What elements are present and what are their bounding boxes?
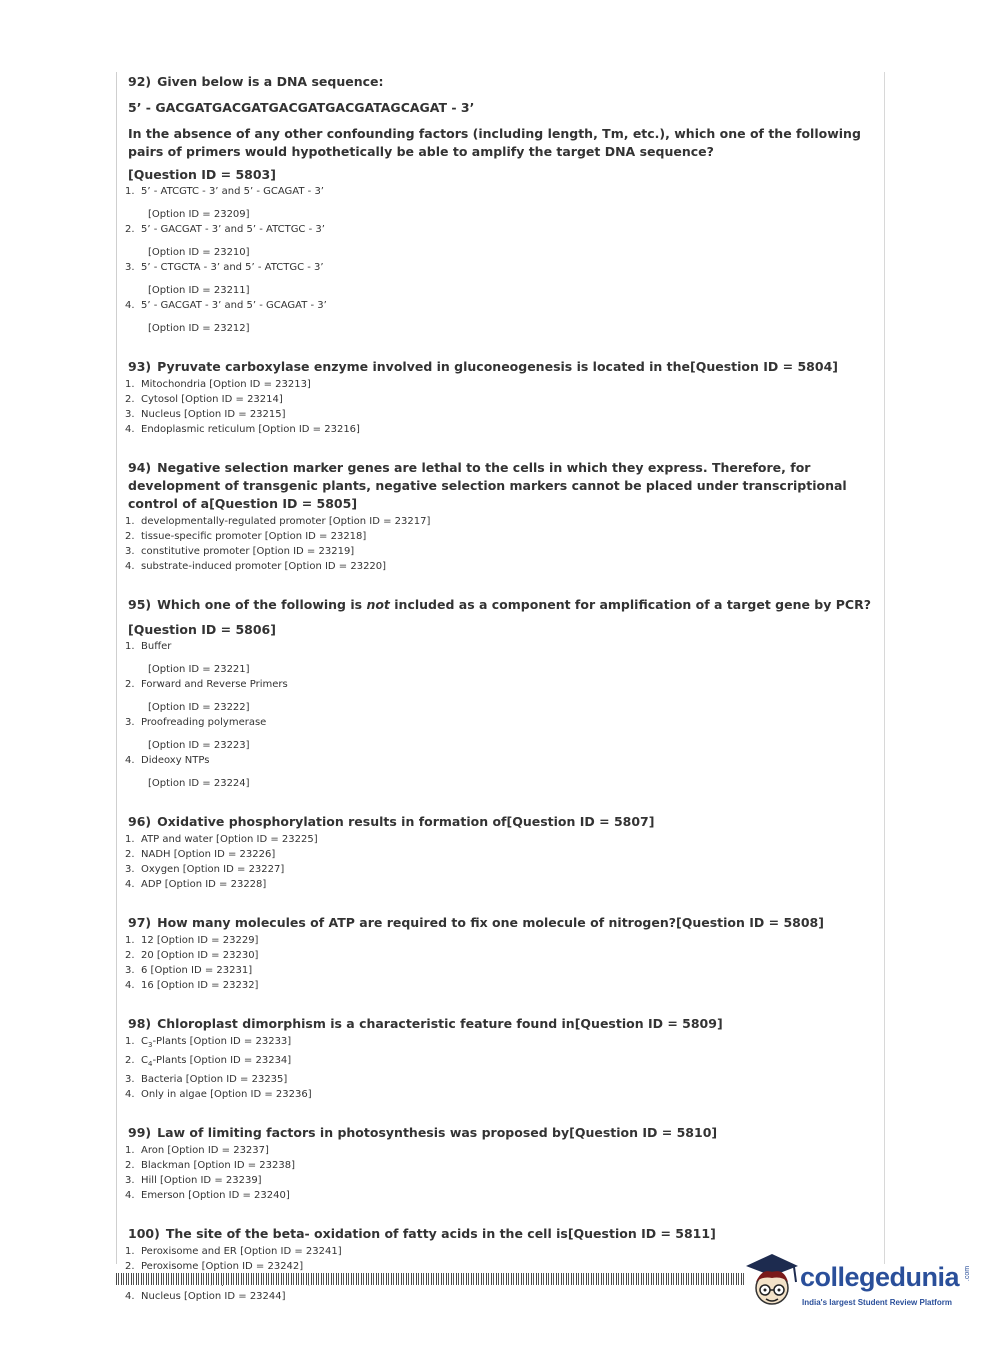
option-item: 1. ATP and water [Option ID = 23225] xyxy=(125,834,318,845)
option-id: [Option ID = 23211] xyxy=(148,285,250,296)
question-text: Law of limiting factors in photosynthesis was proposed by[Question ID = 5810] xyxy=(157,1125,718,1140)
question-97 xyxy=(118,914,878,993)
option-item: 1. Aron [Option ID = 23237] xyxy=(125,1145,269,1156)
option-item: 3. Proofreading polymerase [Option ID = 23223] xyxy=(125,715,878,753)
dna-sequence: 5’ - GACGATGACGATGACGATGACGATAGCAGAT - 3’ xyxy=(128,100,475,115)
brand-tagline: India's largest Student Review Platform xyxy=(802,1298,952,1307)
collegedunia-logo[interactable] xyxy=(742,1248,972,1318)
question-number: 99) xyxy=(128,1125,152,1140)
option-item: 3. Bacteria [Option ID = 23235] xyxy=(125,1074,288,1085)
option-item: 1. 5’ - ATCGTC - 3’ and 5’ - GCAGAT - 3’ [Option ID = 23209] xyxy=(125,184,878,222)
question-number: 92) xyxy=(128,74,152,89)
option-item: 2. Peroxisome [Option ID = 23242] xyxy=(125,1261,304,1272)
question-text: The site of the beta- oxidation of fatty acids in the cell is[Question ID = 5811] xyxy=(165,1226,716,1241)
options-list xyxy=(118,184,878,336)
option-item: 4. 16 [Option ID = 23232] xyxy=(125,980,259,991)
option-item: 3. Nucleus [Option ID = 23215] xyxy=(125,409,286,420)
option-item: 2. Blackman [Option ID = 23238] xyxy=(125,1160,295,1171)
question-paper xyxy=(118,70,878,1304)
options-list xyxy=(118,639,878,791)
option-item: 3. Oxygen [Option ID = 23227] xyxy=(125,864,285,875)
option-item: 2. 20 [Option ID = 23230] xyxy=(125,950,259,961)
question-number: 100) xyxy=(128,1226,160,1241)
option-item: 4. Endoplasmic reticulum [Option ID = 23216] xyxy=(125,424,360,435)
brand-domain: .com xyxy=(964,1265,972,1282)
question-id: [Question ID = 5803] xyxy=(128,167,276,182)
question-text: Negative selection marker genes are lethal to the cells in which they express. Therefore, for development of transgenic plants, negative selection markers cannot be placed under transcriptional control of a[Question ID = 5805] xyxy=(128,460,847,511)
option-id: [Option ID = 23223] xyxy=(148,740,250,751)
question-text: How many molecules of ATP are required to fix one molecule of nitrogen?[Question ID = 5808] xyxy=(157,915,824,930)
left-margin-rule xyxy=(116,72,117,1264)
option-id: [Option ID = 23222] xyxy=(148,702,250,713)
footer-barcode xyxy=(116,1273,746,1285)
option-item: 1. Buffer [Option ID = 23221] xyxy=(125,639,878,677)
option-item: 4. 5’ - GACGAT - 3’ and 5’ - GCAGAT - 3’ [Option ID = 23212] xyxy=(125,298,878,336)
options-list xyxy=(118,514,878,574)
option-item: 2. tissue-specific promoter [Option ID = 23218] xyxy=(125,531,367,542)
option-item: 4. Emerson [Option ID = 23240] xyxy=(125,1190,290,1201)
mascot-icon xyxy=(742,1248,802,1318)
option-item: 3. constitutive promoter [Option ID = 23219] xyxy=(125,546,355,557)
option-id: [Option ID = 23212] xyxy=(148,323,250,334)
option-id: [Option ID = 23209] xyxy=(148,209,250,220)
question-94 xyxy=(118,459,878,574)
question-number: 93) xyxy=(128,359,152,374)
options-list xyxy=(118,832,878,892)
question-number: 94) xyxy=(128,460,152,475)
option-item: 1. Peroxisome and ER [Option ID = 23241] xyxy=(125,1246,342,1257)
option-item: 3. 5’ - CTGCTA - 3’ and 5’ - ATCTGC - 3’ [Option ID = 23211] xyxy=(125,260,878,298)
question-number: 98) xyxy=(128,1016,152,1031)
question-96 xyxy=(118,813,878,892)
option-item: 4. substrate-induced promoter [Option ID = 23220] xyxy=(125,561,387,572)
question-93 xyxy=(118,358,878,437)
question-99 xyxy=(118,1124,878,1203)
question-text: Given below is a DNA sequence: xyxy=(157,74,384,89)
question-98 xyxy=(118,1015,878,1102)
question-text: Oxidative phosphorylation results in formation of[Question ID = 5807] xyxy=(157,814,655,829)
question-92 xyxy=(118,73,878,336)
question-prompt: In the absence of any other confounding factors (including length, Tm, etc.), which one of the following pairs of primers would hypothetically be able to amplify the target DNA sequence? xyxy=(128,126,861,159)
option-item: 2. Forward and Reverse Primers [Option ID = 23222] xyxy=(125,677,878,715)
question-95: 95) Which one of the following is not included as a component for amplification of a target gene by PCR? [Question ID = 5806] 1. Buffer [Option ID = 23221] 2. Forward and Reverse Primers [Option ID = 23222] 3. Proofreading polymerase [Option ID = 23223] 4. Dideoxy NTPs [Option ID = 23224] xyxy=(118,596,878,791)
option-id: [Option ID = 23224] xyxy=(148,778,250,789)
question-number: 97) xyxy=(128,915,152,930)
option-item: 4. Only in algae [Option ID = 23236] xyxy=(125,1089,312,1100)
question-text: Pyruvate carboxylase enzyme involved in gluconeogenesis is located in the[Question ID = 5804] xyxy=(157,359,838,374)
option-item: 3. 6 [Option ID = 23231] xyxy=(125,965,253,976)
option-item: 1. developmentally-regulated promoter [Option ID = 23217] xyxy=(125,516,431,527)
question-id: [Question ID = 5806] xyxy=(128,622,276,637)
option-item: 4. ADP [Option ID = 23228] xyxy=(125,879,267,890)
options-list xyxy=(118,377,878,437)
option-id: [Option ID = 23210] xyxy=(148,247,250,258)
option-item: 1. Mitochondria [Option ID = 23213] xyxy=(125,379,311,390)
option-item: 2. Cytosol [Option ID = 23214] xyxy=(125,394,283,405)
right-margin-rule xyxy=(884,72,885,1264)
option-item: 2. $C_4$-Plants [Option ID = 23234] xyxy=(125,1055,292,1068)
option-item: 4. Dideoxy NTPs [Option ID = 23224] xyxy=(125,753,878,791)
option-item: 2. NADH [Option ID = 23226] xyxy=(125,849,276,860)
question-number: 95) xyxy=(128,597,152,612)
option-item: 1. $C_3$-Plants [Option ID = 23233] xyxy=(125,1036,292,1049)
option-item: 3. Hill [Option ID = 23239] xyxy=(125,1175,262,1186)
option-item: 2. 5’ - GACGAT - 3’ and 5’ - ATCTGC - 3’ [Option ID = 23210] xyxy=(125,222,878,260)
emphasis-not: not xyxy=(366,597,390,612)
question-number: 96) xyxy=(128,814,152,829)
question-text: Chloroplast dimorphism is a characteristic feature found in[Question ID = 5809] xyxy=(157,1016,723,1031)
option-item: 1. 12 [Option ID = 23229] xyxy=(125,935,259,946)
brand-name: collegedunia xyxy=(800,1262,960,1292)
option-id: [Option ID = 23221] xyxy=(148,664,250,675)
options-list xyxy=(118,933,878,993)
options-list xyxy=(118,1034,878,1102)
options-list xyxy=(118,1143,878,1203)
option-item: 4. Nucleus [Option ID = 23244] xyxy=(125,1291,286,1302)
